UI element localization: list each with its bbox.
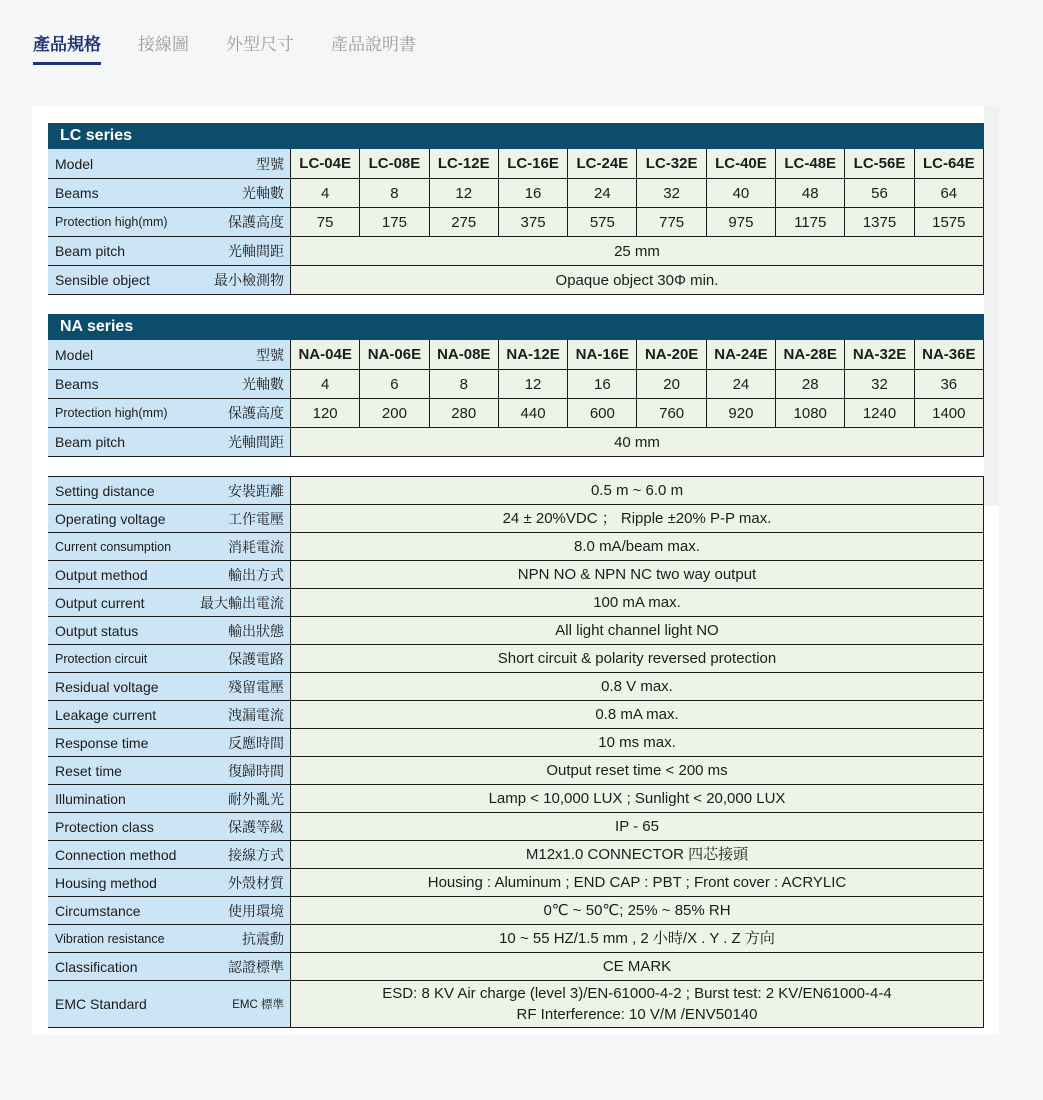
spec-value-line: CE MARK (602, 958, 672, 975)
model-cell: NA-36E (915, 340, 984, 369)
row-label-cell (48, 785, 291, 812)
row-label-zh: 型號 (256, 346, 284, 363)
tab-product-spec[interactable]: 產品規格 (33, 30, 101, 65)
row-label-cell (48, 729, 291, 756)
value-cell: 440 (499, 399, 568, 427)
row-label-zh: 光軸間距 (228, 434, 284, 450)
row-label-en: Model (55, 155, 94, 172)
series-table (48, 314, 984, 457)
spec-row (48, 729, 984, 757)
spec-value-cell (291, 673, 984, 700)
row-label-cell (48, 533, 291, 560)
spec-value-line: 24 ± 20%VDC ； Ripple ±20% P-P max. (502, 510, 772, 527)
row-label-cell (48, 617, 291, 644)
spec-row (48, 477, 984, 505)
row-label-en: Beams (55, 185, 99, 201)
value-cell: 1175 (776, 208, 845, 236)
row-label-zh: 最大輸出電流 (200, 594, 284, 611)
row-label-cell (48, 981, 291, 1027)
model-cell: NA-16E (568, 340, 637, 369)
row-label-zh: 光軸間距 (228, 243, 284, 259)
row-label-cell (48, 813, 291, 840)
row-label-zh: 洩漏電流 (228, 706, 284, 723)
spec-value-cell (291, 589, 984, 616)
spec-value-cell (291, 841, 984, 868)
series-data-row (48, 399, 984, 428)
value-cell: 4 (291, 179, 360, 207)
spec-value-cell (291, 477, 984, 504)
spec-value-cell (291, 813, 984, 840)
row-label-en: Protection class (55, 818, 154, 835)
model-cell: NA-24E (707, 340, 776, 369)
row-label-en: Beams (55, 376, 99, 392)
value-cell: 12 (499, 370, 568, 398)
spec-row (48, 589, 984, 617)
value-cell: 760 (637, 399, 706, 427)
row-label-cell (48, 925, 291, 952)
row-label-en: Output current (55, 594, 145, 611)
value-cell: 64 (915, 179, 984, 207)
row-label-cell (48, 869, 291, 896)
product-spec-card (32, 106, 999, 1034)
value-cell: 48 (776, 179, 845, 207)
value-cell: 1240 (845, 399, 914, 427)
value-cell: 200 (360, 399, 429, 427)
row-label-zh: 抗震動 (242, 930, 284, 947)
value-cell: 375 (499, 208, 568, 236)
common-spec-table (48, 476, 984, 1028)
row-label-en: Illumination (55, 790, 126, 807)
spec-value-line: NPN NO & NPN NC two way output (517, 566, 757, 583)
span-value-cell: Opaque object 30Φ min. (291, 266, 984, 294)
model-cell: LC-64E (915, 149, 984, 178)
row-label-cell (48, 237, 291, 265)
value-cell: 32 (637, 179, 706, 207)
row-label-zh: 輸出狀態 (228, 622, 284, 639)
spec-value-cell (291, 925, 984, 952)
row-label-cell (48, 561, 291, 588)
spec-value-line: 100 mA max. (593, 594, 681, 611)
series-data-row (48, 370, 984, 399)
model-cell: LC-32E (637, 149, 706, 178)
row-label-en: Housing method (55, 874, 157, 891)
spec-value-line: 0.8 V max. (601, 678, 673, 695)
row-label-en: Output method (55, 566, 148, 583)
row-label-cell (48, 399, 291, 427)
value-cell: 75 (291, 208, 360, 236)
spec-value-line: Lamp < 10,000 LUX ; Sunlight < 20,000 LUX (488, 790, 786, 807)
row-label-en: Classification (55, 958, 138, 975)
row-label-cell (48, 370, 291, 398)
spec-value-cell (291, 953, 984, 980)
row-label-cell (48, 477, 291, 504)
row-label-en: Protection circuit (55, 651, 148, 666)
spec-value-cell (291, 981, 984, 1027)
spec-value-cell (291, 869, 984, 896)
spec-value-line: IP - 65 (615, 818, 659, 835)
row-label-cell (48, 701, 291, 728)
series-span-row (48, 237, 984, 266)
row-label-cell (48, 673, 291, 700)
row-label-en: Beam pitch (55, 243, 126, 259)
row-label-en: Residual voltage (55, 678, 159, 695)
value-cell: 24 (707, 370, 776, 398)
spec-row (48, 757, 984, 785)
row-label-zh: 反應時間 (228, 734, 284, 751)
value-cell: 36 (915, 370, 984, 398)
model-cell: LC-56E (845, 149, 914, 178)
row-label-zh: 耐外亂光 (228, 790, 284, 807)
row-label-en: Circumstance (55, 902, 141, 919)
spec-value-cell (291, 533, 984, 560)
value-cell: 8 (360, 179, 429, 207)
row-label-en: Beam pitch (55, 434, 126, 450)
value-cell: 4 (291, 370, 360, 398)
value-cell: 12 (430, 179, 499, 207)
row-label-cell (48, 428, 291, 456)
row-label-zh: 保護高度 (228, 405, 284, 421)
row-label-cell (48, 645, 291, 672)
value-cell: 32 (845, 370, 914, 398)
row-label-en: Protection high(mm) (55, 406, 168, 420)
spec-value-cell (291, 729, 984, 756)
value-cell: 275 (430, 208, 499, 236)
row-label-en: Setting distance (55, 482, 155, 499)
spec-value-line: Output reset time < 200 ms (546, 762, 728, 779)
row-label-cell (48, 505, 291, 532)
spec-value-line: RF Interference: 10 V/M /ENV50140 (516, 1006, 758, 1023)
spec-value-line: 10 ms max. (598, 734, 676, 751)
spec-value-line: All light channel light NO (555, 622, 719, 639)
tab-product-manual[interactable]: 產品說明書 (331, 35, 416, 54)
row-label-en: Response time (55, 734, 149, 751)
spec-row (48, 673, 984, 701)
row-label-zh: 保護等級 (228, 818, 284, 835)
row-label-zh: 型號 (256, 155, 284, 172)
value-cell: 56 (845, 179, 914, 207)
tab-bar (0, 0, 1043, 65)
spec-value-cell (291, 505, 984, 532)
row-label-zh: 消耗電流 (228, 538, 284, 555)
row-label-zh: 復歸時間 (228, 762, 284, 779)
model-cell: LC-24E (568, 149, 637, 178)
value-cell: 40 (707, 179, 776, 207)
spec-value-cell (291, 645, 984, 672)
spec-row (48, 841, 984, 869)
series-data-row (48, 179, 984, 208)
spec-row (48, 785, 984, 813)
span-value-cell: 40 mm (291, 428, 984, 456)
spec-value-cell (291, 897, 984, 924)
row-label-cell (48, 340, 291, 369)
series-title: NA series (48, 314, 984, 340)
row-label-zh: 工作電壓 (228, 510, 284, 527)
value-cell: 175 (360, 208, 429, 236)
model-cell: NA-20E (637, 340, 706, 369)
spec-row (48, 953, 984, 981)
series-span-row (48, 266, 984, 295)
model-row (48, 149, 984, 179)
value-cell: 1400 (915, 399, 984, 427)
model-cell: NA-04E (291, 340, 360, 369)
tab-wiring-diagram[interactable]: 接線圖 (138, 35, 189, 54)
row-label-en: Protection high(mm) (55, 215, 168, 229)
spec-value-line: 0.8 mA max. (595, 706, 679, 723)
value-cell: 120 (291, 399, 360, 427)
row-label-cell (48, 953, 291, 980)
row-label-cell (48, 757, 291, 784)
spec-row (48, 897, 984, 925)
value-cell: 16 (499, 179, 568, 207)
row-label-en: Operating voltage (55, 510, 166, 527)
value-cell: 1080 (776, 399, 845, 427)
spec-value-line: ESD: 8 KV Air charge (level 3)/EN-61000-4-2 ; Burst test: 2 KV/EN61000-4-4 (382, 985, 892, 1002)
spec-row (48, 925, 984, 953)
spec-value-line: 10 ~ 55 HZ/1.5 mm , 2 小時/X . Y . Z 方向 (499, 930, 775, 947)
row-label-en: Model (55, 346, 94, 363)
row-label-zh: 保護高度 (228, 214, 284, 230)
model-cell: LC-12E (430, 149, 499, 178)
value-cell: 8 (430, 370, 499, 398)
row-label-en: Vibration resistance (55, 931, 165, 946)
value-cell: 28 (776, 370, 845, 398)
value-cell: 600 (568, 399, 637, 427)
value-cell: 1575 (915, 208, 984, 236)
series-data-row (48, 208, 984, 237)
value-cell: 775 (637, 208, 706, 236)
row-label-zh: 光軸數 (242, 185, 284, 201)
row-label-cell (48, 897, 291, 924)
model-cell: NA-32E (845, 340, 914, 369)
spec-row (48, 869, 984, 897)
spec-value-cell (291, 617, 984, 644)
model-cell: LC-04E (291, 149, 360, 178)
row-label-en: Reset time (55, 762, 122, 779)
spec-value-cell (291, 757, 984, 784)
spec-row (48, 981, 984, 1028)
series-tables-section (48, 123, 984, 457)
value-cell: 975 (707, 208, 776, 236)
value-cell: 920 (707, 399, 776, 427)
row-label-zh: 最小檢測物 (214, 272, 284, 288)
row-label-en: Current consumption (55, 539, 172, 554)
row-label-zh: 使用環境 (228, 902, 284, 919)
model-cell: NA-06E (360, 340, 429, 369)
spec-value-line: 0.5 m ~ 6.0 m (590, 482, 684, 499)
spec-row (48, 645, 984, 673)
model-cell: LC-48E (776, 149, 845, 178)
value-cell: 20 (637, 370, 706, 398)
series-title: LC series (48, 123, 984, 149)
row-label-zh: 接線方式 (228, 846, 284, 863)
row-label-en: Leakage current (55, 706, 157, 723)
model-cell: NA-08E (430, 340, 499, 369)
value-cell: 24 (568, 179, 637, 207)
row-label-zh: 保護電路 (228, 650, 284, 667)
row-label-zh: 外殼材質 (228, 874, 284, 891)
row-label-cell (48, 208, 291, 236)
value-cell: 1375 (845, 208, 914, 236)
spec-value-cell (291, 701, 984, 728)
model-cell: NA-12E (499, 340, 568, 369)
model-cell: NA-28E (776, 340, 845, 369)
row-label-zh: 認證標準 (228, 958, 284, 975)
spec-value-cell (291, 561, 984, 588)
tab-dimensions[interactable]: 外型尺寸 (226, 35, 294, 54)
spec-row (48, 505, 984, 533)
row-label-cell (48, 179, 291, 207)
scrollbar-track[interactable] (984, 106, 999, 506)
row-label-cell (48, 589, 291, 616)
span-value-cell: 25 mm (291, 237, 984, 265)
spec-value-line: 0℃ ~ 50℃; 25% ~ 85% RH (543, 902, 731, 919)
model-cell: LC-16E (499, 149, 568, 178)
row-label-cell (48, 149, 291, 178)
row-label-cell (48, 266, 291, 294)
value-cell: 16 (568, 370, 637, 398)
spec-row (48, 617, 984, 645)
row-label-en: Sensible object (55, 272, 150, 288)
value-cell: 6 (360, 370, 429, 398)
series-table (48, 123, 984, 295)
row-label-zh: 殘留電壓 (228, 678, 284, 695)
value-cell: 280 (430, 399, 499, 427)
spec-row (48, 561, 984, 589)
row-label-en: Connection method (55, 846, 177, 863)
row-label-en: Output status (55, 622, 139, 639)
model-cell: LC-40E (707, 149, 776, 178)
row-label-zh: 輸出方式 (228, 566, 284, 583)
row-label-zh: 安裝距離 (228, 482, 284, 499)
spec-value-line: Short circuit & polarity reversed protection (497, 650, 777, 667)
model-row (48, 340, 984, 370)
series-span-row (48, 428, 984, 457)
row-label-cell (48, 841, 291, 868)
model-cell: LC-08E (360, 149, 429, 178)
spec-value-cell (291, 785, 984, 812)
spec-row (48, 533, 984, 561)
spec-row (48, 813, 984, 841)
spec-value-line: 8.0 mA/beam max. (574, 538, 700, 555)
row-label-zh: EMC 標準 (232, 999, 284, 1011)
row-label-zh: 光軸數 (242, 376, 284, 392)
spec-value-line: M12x1.0 CONNECTOR 四芯接頭 (525, 846, 749, 863)
value-cell: 575 (568, 208, 637, 236)
spec-value-line: Housing : Aluminum ; END CAP : PBT ; Front cover : ACRYLIC (427, 874, 847, 891)
spec-row (48, 701, 984, 729)
row-label-en: EMC Standard (55, 996, 147, 1012)
